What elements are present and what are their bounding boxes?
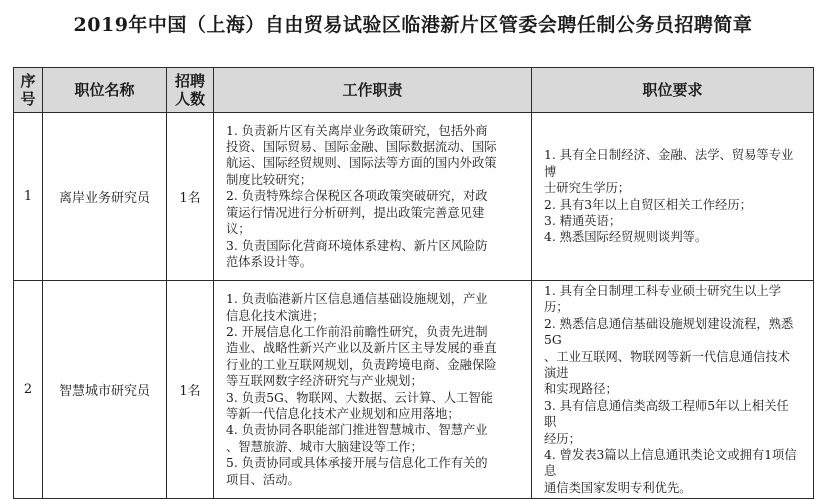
requirement-line: 1. 具有全日制理工科专业硕士研究生以上学历； <box>544 284 781 315</box>
cell-count: 1名 <box>167 113 214 281</box>
header-requirements: 职位要求 <box>532 68 814 113</box>
duty-line: 2. 负责特殊综合保税区各项政策突破研究，对政 <box>226 189 488 204</box>
duty-line: 等互联网数字经济研究与产业规划； <box>226 374 423 389</box>
requirement-line: 3. 具有信息通信类高级工程师5年以上相关任职 <box>544 398 789 430</box>
requirement-line: 2. 熟悉信息通信基础设施规划建设流程，熟悉5G <box>544 316 794 348</box>
duty-line: 3. 负责国际化营商环境体系建构、新片区风险防 <box>226 238 488 253</box>
requirement-line: 、工业互联网、物联网等新一代信息通信技术演进 <box>544 349 790 381</box>
requirement-line: 2. 具有3年以上自贸区相关工作经历； <box>544 197 752 212</box>
header-count-line-1: 招聘 <box>174 72 205 90</box>
header-count-line-2: 人数 <box>174 90 205 108</box>
duty-line: 5. 负责协同或具体承接开展与信息化工作有关的 <box>226 456 488 471</box>
duty-line: 等新一代信息化技术产业规划和应用落地； <box>226 407 460 422</box>
cell-requirements <box>532 281 814 499</box>
requirement-line: 1. 具有全日制经济、金融、法学、贸易等专业博 <box>544 148 794 179</box>
requirement-line: 通信类国家发明专利优先。 <box>544 480 692 495</box>
cell-position: 离岸业务研究员 <box>43 113 167 281</box>
duty-line: 3. 负责5G、物联网、大数据、云计算、人工智能 <box>226 390 493 405</box>
header-seq-line-2: 号 <box>20 90 36 108</box>
header-position: 职位名称 <box>43 68 167 113</box>
cell-duties <box>214 281 532 499</box>
duty-line: 航运、国际经贸规则、国际法等方面的国内外政策 <box>226 156 497 171</box>
duty-line: 范体系设计等。 <box>226 254 313 269</box>
duty-line: 制度比较研究； <box>226 172 313 187</box>
header-seq-line-1: 序 <box>20 72 36 90</box>
duty-line: 行业的工业互联网规划，负责跨境电商、金融保险 <box>226 357 497 372</box>
requirement-line: 3. 精通英语； <box>544 213 622 228</box>
duty-line: 造业、战略性新兴产业以及新片区主导发展的垂直 <box>226 341 497 356</box>
duty-line: 、智慧旅游、城市大脑建设等工作； <box>226 439 423 454</box>
cell-count: 1名 <box>167 281 214 499</box>
table-row <box>14 113 814 281</box>
requirement-line: 4. 曾发表3篇以上信息通讯类论文或拥有1项信息 <box>544 448 797 479</box>
header-seq <box>14 68 43 113</box>
duty-line: 信息化技术演进； <box>226 308 325 323</box>
cell-requirements <box>532 113 814 281</box>
recruitment-table <box>13 67 814 499</box>
duty-line: 1. 负责新片区有关离岸业务政策研究，包括外商 <box>226 123 488 138</box>
duty-line: 投资、国际贸易、国际金融、国际数据流动、国际 <box>226 140 497 155</box>
duty-line: 2. 开展信息化工作前沿前瞻性研究，负责先进制 <box>226 325 488 340</box>
cell-position: 智慧城市研究员 <box>43 281 167 499</box>
requirement-line: 经历； <box>544 431 581 446</box>
page-title: 2019年中国（上海）自由贸易试验区临港新片区管委会聘任制公务员招聘简章 <box>73 14 753 36</box>
cell-seq: 1 <box>14 113 43 281</box>
table-header-row <box>14 68 814 113</box>
duty-line: 策运行情况进行分析研判，提出政策完善意见建 <box>226 205 485 220</box>
header-duties: 工作职责 <box>214 68 532 113</box>
requirement-line: 士研究生学历； <box>544 181 631 196</box>
cell-duties <box>214 113 532 281</box>
duty-line: 1. 负责临港新片区信息通信基础设施规划，产业 <box>226 292 488 307</box>
header-count <box>167 68 214 113</box>
duty-line: 项目、活动。 <box>226 472 300 487</box>
requirement-line: 4. 熟悉国际经贸规则谈判等。 <box>544 230 708 245</box>
duty-line: 4. 负责协同各职能部门推进智慧城市、智慧产业 <box>226 423 488 438</box>
cell-seq: 2 <box>14 281 43 499</box>
requirement-line: 和实现路径； <box>544 382 618 397</box>
duty-line: 议； <box>226 222 251 237</box>
table-row <box>14 281 814 499</box>
